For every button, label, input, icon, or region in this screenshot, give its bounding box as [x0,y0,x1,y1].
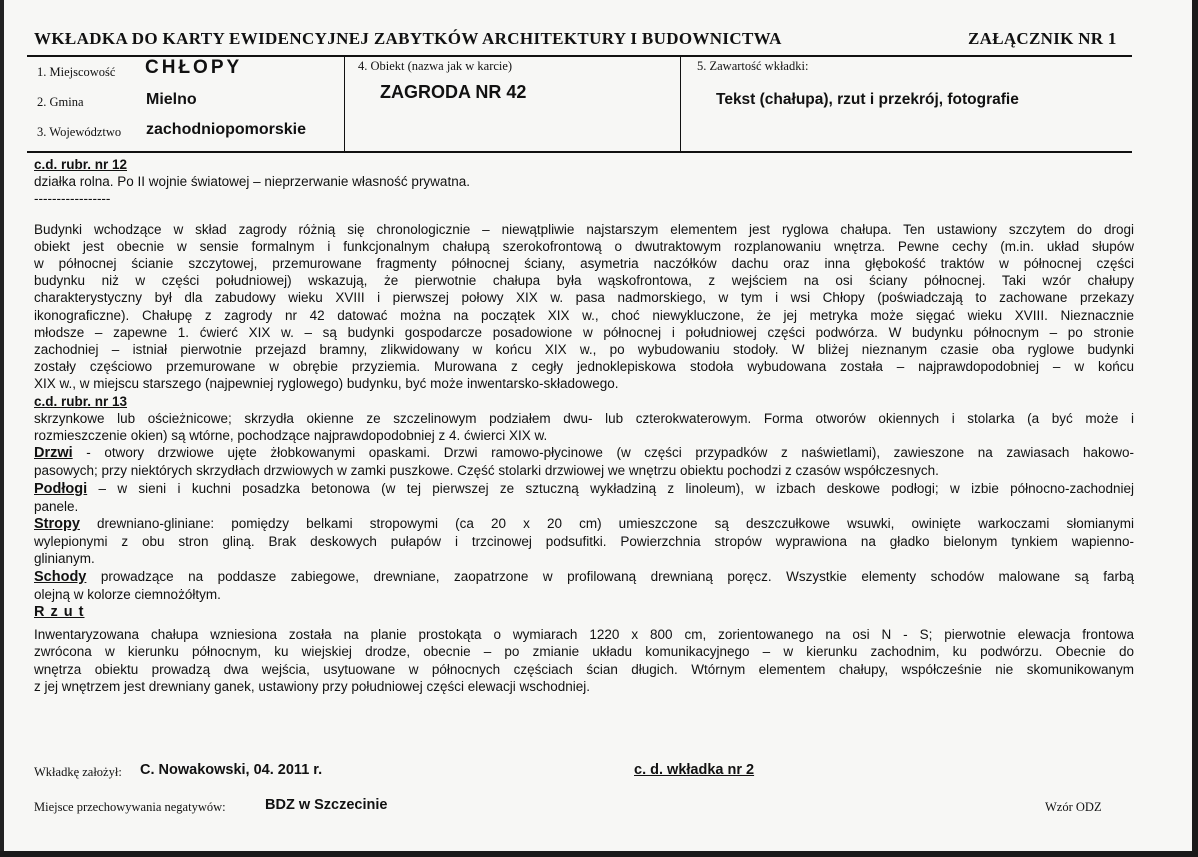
plan-text-line: Inwentaryzowana chałupa wzniesiona została na planie prostokąta o wymiarach 1220 x 800 cm, zorientowanego na osi N - S; pierwotnie elewacja frontowa [34,627,1134,643]
plan-text-line: wnętrza obiektu prowadzą dwa wejścia, usytuowane w północnych częściach ścian długich. Wtórnym elementem chałupy, współcześnie nie skomunikowanym [34,661,1134,677]
ceilings-paragraph-line [34,515,1134,533]
rubr-13-line: rozmieszczenie okien) są wtórne, pochodzące najprawdopodobniej z 4. ćwierci XIX w. [34,428,548,444]
floors-heading: Podłogi [34,480,88,497]
document-body [34,156,1134,695]
ceilings-text-line: glinianym. [34,551,95,567]
author-value: C. Nowakowski, 04. 2011 r. [140,762,323,778]
continued-insert-label: c. d. wkładka nr 2 [634,762,755,778]
storage-label: Miejsce przechowywania negatywów: [34,800,226,814]
section-heading-rubr-13: c.d. rubr. nr 13 [34,393,128,409]
ceilings-text: drewniano-gliniane: pomiędzy belkami stropowymi (ca 20 x 20 cm) umieszczone są deszczułkowe wsuwki, owinięte warkoczami słomianymi [79,516,1134,532]
history-line: Budynki wchodzące w skład zagrody różnią się chronologicznie – niewątpliwie najstarszym elementem jest ryglowa chałupa. Ten ustawiony szczytem do drogi [34,221,1134,237]
field-locality-label: 1. Miejscowość [37,65,116,79]
plan-heading: R z u t [34,604,85,621]
scan-border-bottom [0,851,1198,857]
form-divider-2 [680,55,681,151]
stairs-text: prowadzące na poddasze zabiegowe, drewniane, zaopatrzone w profilowaną drewnianą poręcz. Wszystkie elementy schodów malowane są farbą [86,568,1134,584]
rubr-13-line: skrzynkowe lub ościeżnicowe; skrzydła okienne ze szczelinowym podziałem dwu- lub czterokwaterowym. Forma otworów okiennych i stolarka (a być może i [34,410,1134,426]
ceilings-text-line: wylepionymi z obu stron gliną. Brak deskowych pułapów i trzcinowej podsufitki. Powierzchnia stropów wyprawiona na gładko bielonym tynkiem wapienno- [34,534,1134,550]
history-line: budynku niż w części południowej) wskazują, że pierwotnie chałupa była wąskofrontowa, z wejściem na osi ściany północnej. Taki wzór chałupy [34,273,1134,289]
field-commune-label: 2. Gmina [37,95,84,109]
rubr-12-text: działka rolna. Po II wojnie światowej – nieprzerwanie własność prywatna. [34,174,470,190]
annex-label: ZAŁĄCZNIK NR 1 [968,29,1117,48]
doors-heading: Drzwi [34,445,73,462]
scan-border-left [0,0,4,857]
history-line: ikonograficzne). Chałupę z zagrody nr 42 datować można na początek XIX w., choć niewykluczone, że jej metryka może sięgać wieku XVIII. Nieznacznie [34,307,1134,323]
form-divider-1 [344,55,345,151]
floors-text-line: panele. [34,498,79,514]
field-contents-label: 5. Zawartość wkładki: [697,59,809,73]
field-object-value: ZAGRODA NR 42 [380,82,527,102]
scan-border-right [1192,0,1198,857]
document-title: WKŁADKA DO KARTY EWIDENCYJNEJ ZABYTKÓW ARCHITEKTURY I BUDOWNICTWA [34,29,782,48]
stairs-paragraph-line [34,568,1134,586]
section-heading-rubr-12: c.d. rubr. nr 12 [34,157,128,172]
history-line: młodsze – zapewne 1. ćwierć XIX w. – są budynki gospodarcze posadowione w północnej i południowej części podwórza. W budynku północnym – po stronie [34,324,1134,340]
doors-paragraph-line [34,444,1134,462]
history-line: zachodniej – istniał pierwotnie przejazd bramny, zlikwidowany w końcu XIX w., po wybudowaniu stodoły. W bliżej nieznanym czasie oba ryglowe budynki [34,342,1134,358]
form-bottom-rule [27,151,1132,153]
history-line: charakterystyczny był dla zabudowy wieku XVIII i pierwszej połowy XIX w. pasa nadmorskiego, w tym i wsi Chłopy (poświadczają to zachowane przekazy [34,290,1134,306]
storage-value: BDZ w Szczecinie [265,797,388,813]
stairs-text-line: olejną w kolorze ciemnożółtym. [34,586,221,602]
doors-text-line: pasowych; przy niektórych skrzydłach drzwiowych w zamki puszkowe. Część stolarki drzwiowej we wnętrzu obiektu pochodzi z czasów współczesnych. [34,463,939,479]
separator-line: ----------------- [34,191,111,207]
doors-text: - otwory drzwiowe ujęte żłobkowanymi opaskami. Drzwi ramowo-płycinowe (w części przypadków z naświetlami), zawieszone na zawiasach hakowo- [72,445,1134,461]
history-line: w północnej ścianie szczytowej, przemurowane fragmenty północnej ściany, asymetria naczółków dachu oraz inna głębokość traktów w północnej części [34,256,1134,272]
field-commune-value: Mielno [146,91,197,108]
history-line: zostały częściowo przemurowane w obrębie przyziemia. Murowana z cegły jednoklepiskowa stodoła wybudowana została – najprawdopodobniej – w końcu [34,359,1134,375]
author-label: Wkładkę założył: [34,765,122,779]
field-object-label: 4. Obiekt (nazwa jak w karcie) [358,59,513,73]
plan-text-line: zwrócona w kierunku północnym, ku wiejskiej drodze, obecnie – po zmianie układu komunikacyjnego – w kierunku zachodnim, ku podwórzu. Obecnie do [34,644,1134,660]
floors-text: – w sieni i kuchni posadzka betonowa (w tej pierwszej ze sztuczną wykładziną z linoleum), w izbach deskowe podłogi; w izbie północno-zachodniej [87,480,1134,496]
paragraph-gap [34,208,1134,221]
field-locality-value: CHŁOPY [145,57,243,78]
history-line: XIX w., w miejscu starszego (najpewniej ryglowego) budynku, być może inwentarsko-składowego. [34,376,619,392]
field-contents-value: Tekst (chałupa), rzut i przekrój, fotografie [716,91,1019,108]
field-voivodeship-label: 3. Województwo [37,125,122,139]
history-line: obiekt jest obecnie w sensie formalnym i funkcjonalnym chałupą szerokofrontową o dwutraktowym rozplanowaniu wnętrza. Pewne cechy (m.in. układ słupów [34,238,1134,254]
ceilings-heading: Stropy [34,516,80,533]
field-voivodeship-value: zachodniopomorskie [146,121,307,138]
stairs-heading: Schody [34,568,87,585]
floors-paragraph-line [34,480,1134,498]
template-label: Wzór ODZ [1045,800,1102,814]
plan-text-line: z jej wnętrzem jest drewniany ganek, ustawiony przy południowej części elewacji wschodniej. [34,678,591,694]
